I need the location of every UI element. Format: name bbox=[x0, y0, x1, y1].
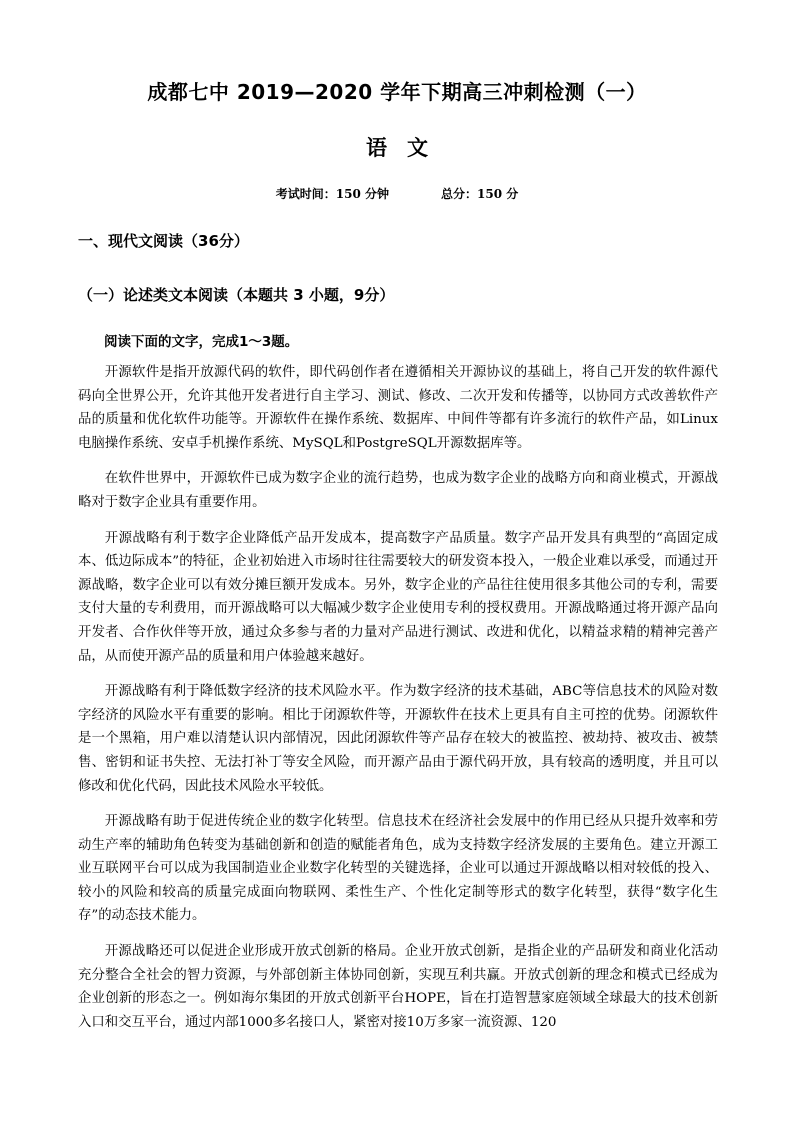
article-paragraph: 开源战略有利于数字企业降低产品开发成本，提高数字产品质量。数字产品开发具有典型的“高固定成本、低边际成本”的特征，企业初始进入市场时往往需要较大的研发资本投入，一般企业难以承受，而通过开源战略，数字企业可以有效分摊巨额开发成本。另外，数字企业的产品往往使用很多其他公司的专利，需要支付大量的专利费用，而开源战略可以大幅减少数字企业使用专利的授权费用。开源战略通过将开源产品向开发者、合作伙伴等开放，通过众多参与者的力量对产品进行测试、改进和优化，以精益求精的精神完善产品，从而使开源产品的质量和用户体验越来越好。 bbox=[78, 530, 718, 664]
article-paragraph: 开源软件是指开放源代码的软件，即代码创作者在遵循相关开源协议的基础上，将自己开发的软件源代码向全世界公开，允许其他开发者进行自主学习、测试、修改、二次开发和传播等，以协同方式改善软件产品的质量和优化软件功能等。开源软件在操作系统、数据库、中间件等都有许多流行的软件产品，如Linux电脑操作系统、安卓手机操作系统、MySQL和PostgreSQL开源数据库等。 bbox=[78, 365, 718, 451]
article-body bbox=[78, 361, 718, 1046]
exam-time: 考试时间：150 分钟 bbox=[275, 187, 389, 201]
article-paragraph: 开源战略还可以促进企业形成开放式创新的格局。企业开放式创新，是指企业的产品研发和商业化活动充分整合全社会的智力资源，与外部创新主体协同创新，实现互利共赢。开放式创新的理念和模式已经成为企业创新的形态之一。例如海尔集团的开放式创新平台HOPE，旨在打造智慧家庭领域全球最大的技术创新入口和交互平台，通过内部1000多名接口人，紧密对接10万多家一流资源、120 bbox=[78, 944, 718, 1030]
article-paragraph: 开源战略有利于降低数字经济的技术风险水平。作为数字经济的技术基础，ABC等信息技术的风险对数字经济的风险水平有重要的影响。相比于闭源软件等，开源软件在技术上更具有自主可控的优势。闭源软件是一个黑箱，用户难以清楚认识内部情况，因此闭源软件等产品存在较大的被监控、被劫持、被攻击、被禁售、密钥和证书失控、无法打补丁等安全风险，而开源产品由于源代码开放，具有较高的透明度，并且可以修改和优化代码，因此技术风险水平较低。 bbox=[78, 684, 718, 794]
article-paragraph: 开源战略有助于促进传统企业的数字化转型。信息技术在经济社会发展中的作用已经从只提升效率和劳动生产率的辅助角色转变为基础创新和创造的赋能者角色，成为支持数字经济发展的主要角色。建立开源工业互联网平台可以成为我国制造业企业数字化转型的关键选择，企业可以通过开源战略以相对较低的投入、较小的风险和较高的质量完成面向物联网、柔性生产、个性化定制等形式的数字化转型，获得“数字化生存”的动态技术能力。 bbox=[78, 814, 718, 924]
exam-title: 成都七中 2019—2020 学年下期高三冲刺检测（一） bbox=[147, 80, 647, 104]
reading-instruction: 阅读下面的文字，完成1～3题。 bbox=[104, 334, 299, 350]
exam-info bbox=[0, 185, 794, 202]
subsection-heading: （一）论述类文本阅读（本题共 3 小题，9分） bbox=[78, 286, 395, 304]
article-paragraph: 在软件世界中，开源软件已成为数字企业的流行趋势，也成为数字企业的战略方向和商业模式，开源战略对于数字企业具有重要作用。 bbox=[78, 471, 718, 510]
total-score: 总分：150 分 bbox=[441, 187, 519, 201]
section-heading: 一、现代文阅读（36分） bbox=[78, 232, 249, 250]
subject-title: 语文 bbox=[366, 136, 448, 160]
